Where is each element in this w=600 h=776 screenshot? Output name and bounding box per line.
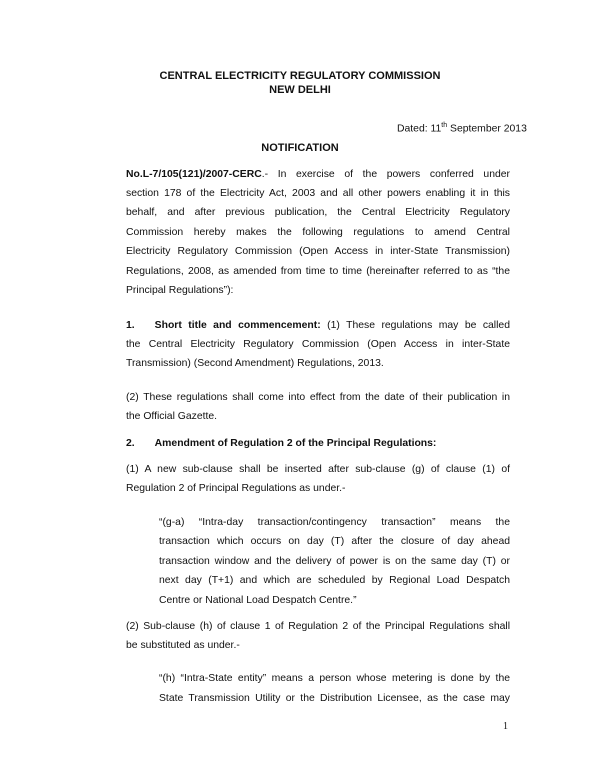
quote-1-line-4: Centre or National Load Despatch Centre.” bbox=[159, 595, 357, 606]
section-1-line-0 bbox=[126, 319, 510, 332]
section-2-heading: Amendment of Regulation 2 of the Principal Regulations: bbox=[154, 438, 437, 449]
date-suffix: September 2013 bbox=[447, 123, 527, 135]
section-1-number: 1. bbox=[126, 320, 135, 331]
page-number: 1 bbox=[503, 721, 508, 732]
intro-line-2: behalf, and after previous publication, the Central Electricity Regulatory bbox=[126, 207, 510, 218]
intro-line-6: Principal Regulations”): bbox=[126, 285, 234, 296]
section-1-line-2: Transmission) (Second Amendment) Regulations, 2013. bbox=[126, 358, 384, 369]
intro-line-1: section 178 of the Electricity Act, 2003 and all other powers enabling it in this bbox=[126, 188, 510, 199]
quote-2-line-0: “(h) “Intra-State entity” means a person whose metering is done by the bbox=[159, 673, 510, 684]
city-title: NEW DELHI bbox=[269, 84, 331, 96]
section-2-p1-line-0: (1) A new sub-clause shall be inserted after sub-clause (g) of clause (1) of bbox=[126, 464, 510, 475]
quote-1-line-2: transaction window and the delivery of power is on the same day (T) or bbox=[159, 556, 510, 567]
intro-line-5: Regulations, 2008, as amended from time to time (hereinafter referred to as “the bbox=[126, 266, 510, 277]
intro-line-3: Commission hereby makes the following regulations to amend Central bbox=[126, 227, 510, 238]
date-line bbox=[397, 119, 527, 135]
section-2-p1-line-1: Regulation 2 of Principal Regulations as under.- bbox=[126, 483, 346, 494]
section-1-first-rest: (1) These regulations may be called bbox=[320, 320, 510, 331]
section-1-heading: Short title and commencement: bbox=[154, 320, 321, 331]
notification-heading: NOTIFICATION bbox=[261, 142, 339, 154]
section-1-p2-line-1: the Official Gazette. bbox=[126, 411, 218, 422]
intro-first-rest: .- In exercise of the powers conferred under bbox=[261, 169, 510, 180]
section-1-p2-line-0: (2) These regulations shall come into effect from the date of their publication in bbox=[126, 392, 510, 403]
org-title: CENTRAL ELECTRICITY REGULATORY COMMISSION bbox=[159, 70, 441, 82]
quote-2-line-1: State Transmission Utility or the Distribution Licensee, as the case may bbox=[159, 693, 510, 704]
intro-line-4: Electricity Regulatory Commission (Open Access in inter-State Transmission) bbox=[126, 246, 510, 257]
date-prefix: Dated: 11 bbox=[397, 123, 442, 135]
notification-ref: No.L-7/105(121)/2007-CERC bbox=[126, 169, 262, 180]
section-1-line-1: the Central Electricity Regulatory Commission (Open Access in inter-State bbox=[126, 339, 510, 350]
section-2-p2-line-0: (2) Sub-clause (h) of clause 1 of Regulation 2 of the Principal Regulations shall bbox=[126, 621, 510, 632]
section-2-number: 2. bbox=[126, 438, 135, 449]
quote-1-line-0: “(g-a) “Intra-day transaction/contingency transaction” means the bbox=[159, 517, 510, 528]
quote-1-line-1: transaction which occurs on day (T) after the closure of day ahead bbox=[159, 536, 510, 547]
date-sup: th bbox=[441, 122, 448, 129]
section-2-p2-line-1: be substituted as under.- bbox=[126, 640, 240, 651]
section-2-heading-line bbox=[126, 437, 436, 450]
quote-1-line-3: next day (T+1) and which are scheduled by Regional Load Despatch bbox=[159, 575, 510, 586]
intro-line-0 bbox=[126, 168, 510, 181]
